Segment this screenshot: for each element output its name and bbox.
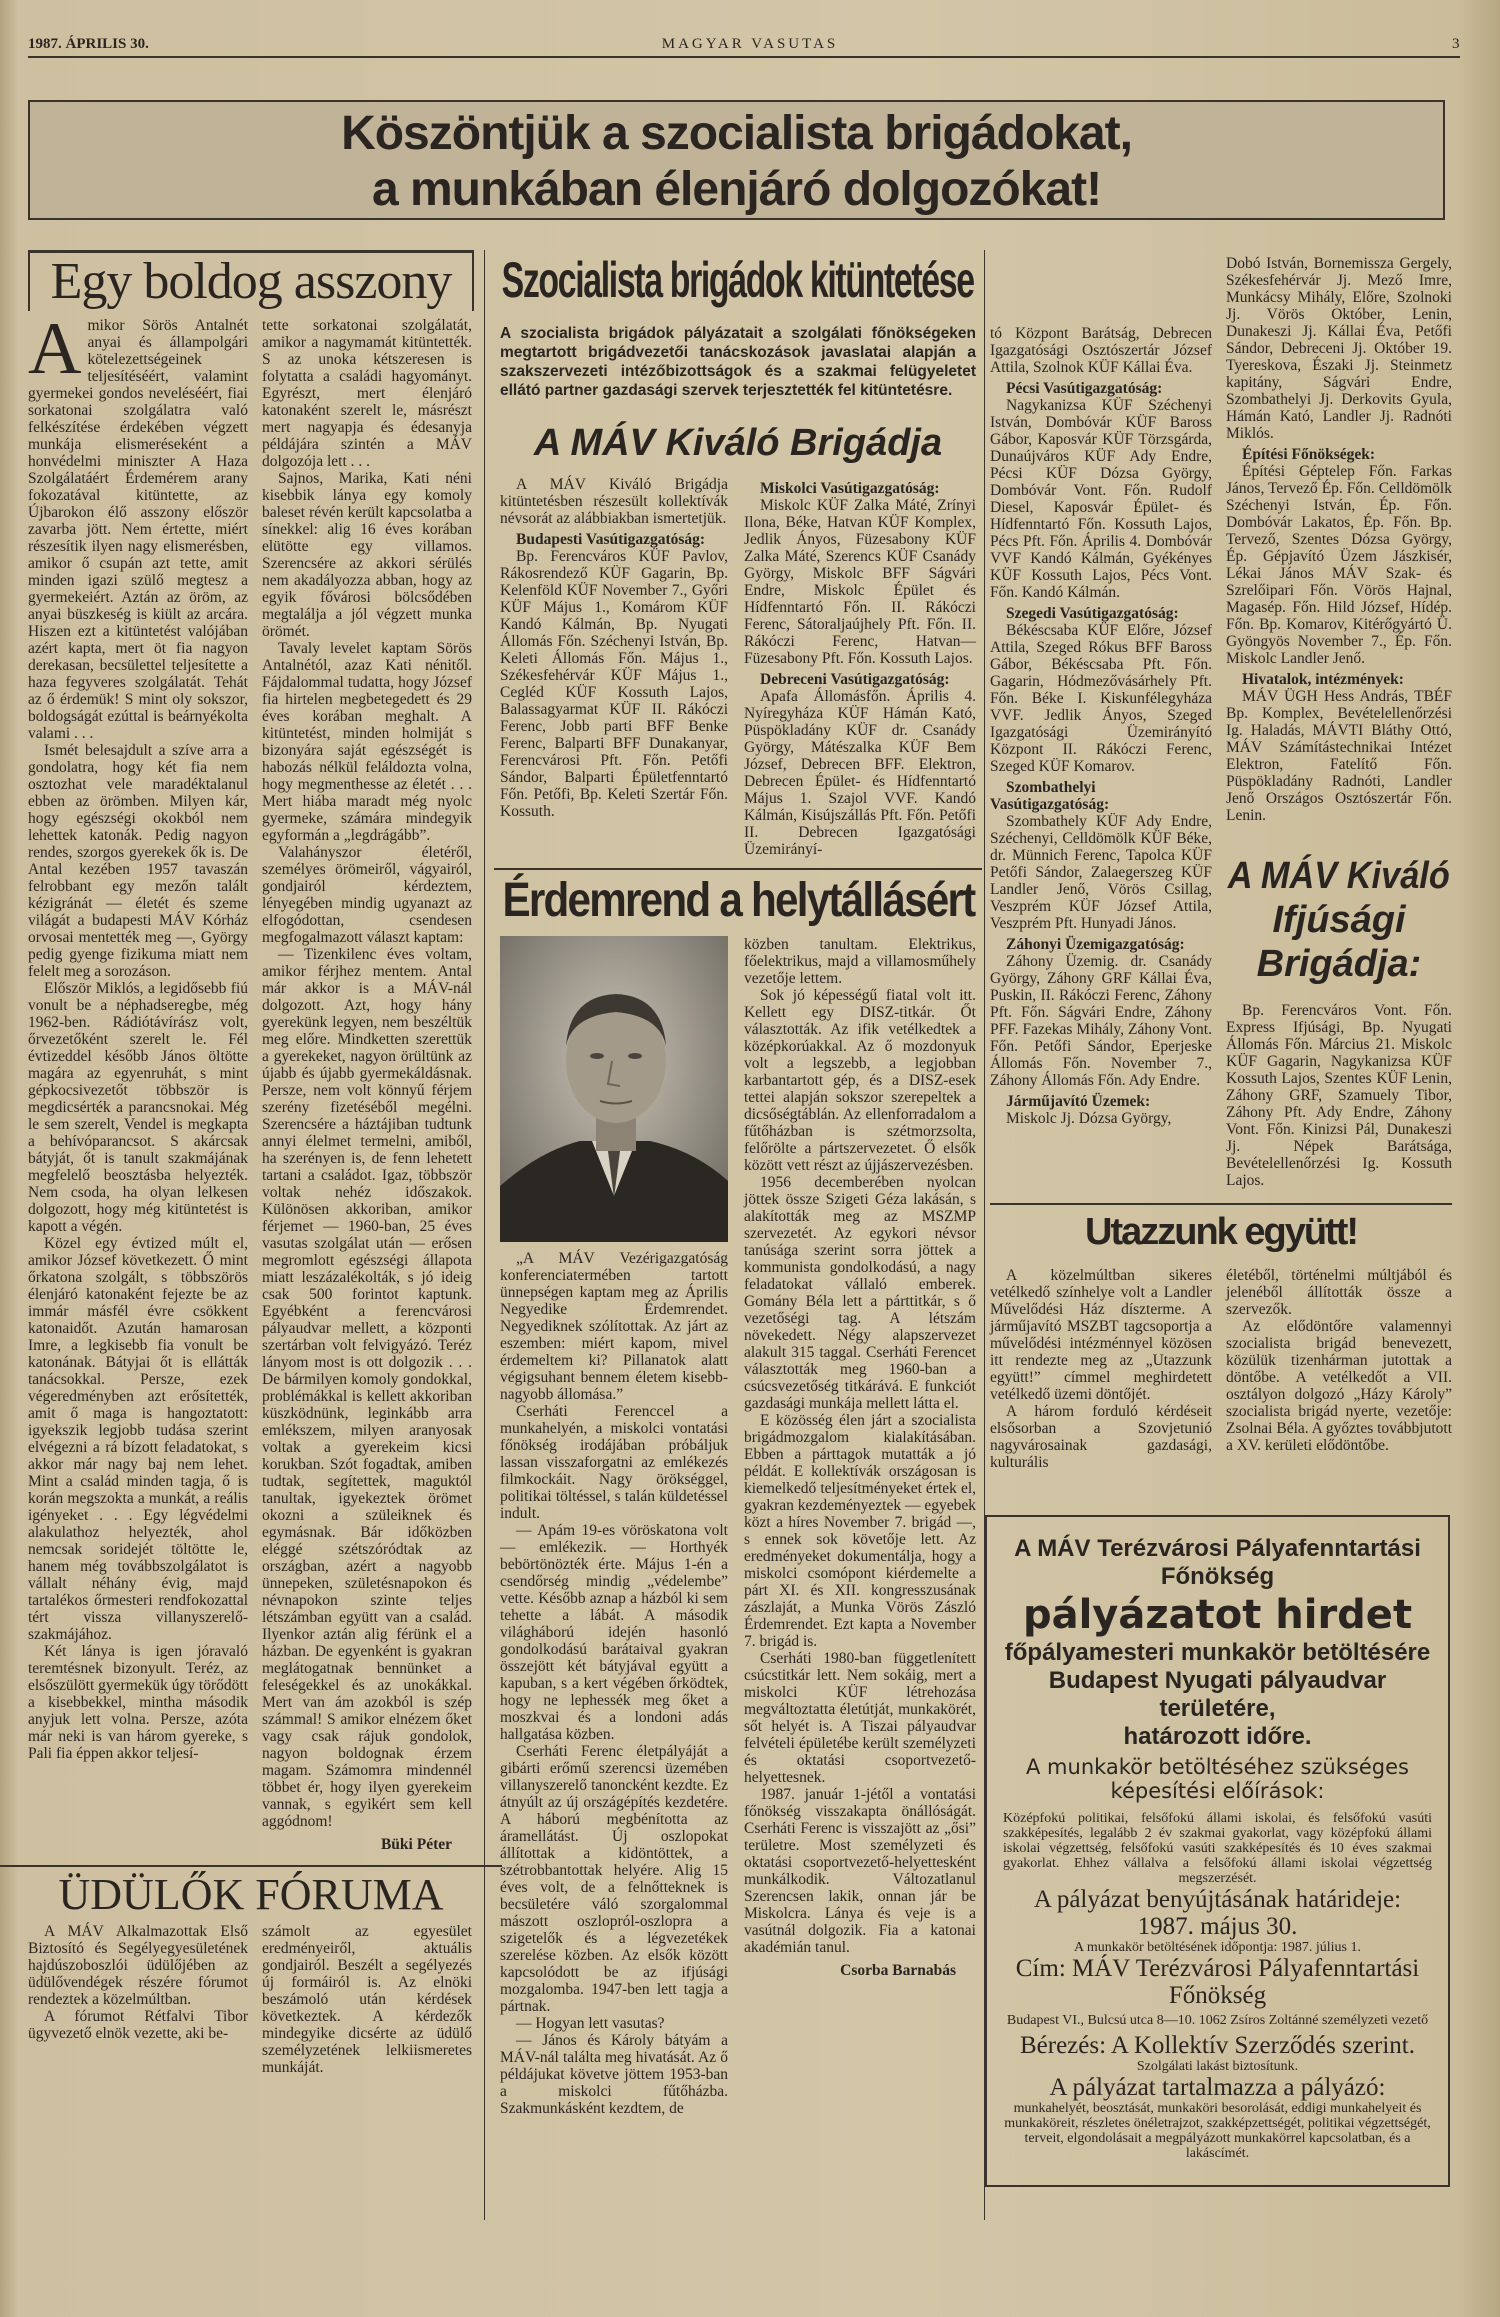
paragraph-list — [744, 480, 976, 858]
page-number: 3 — [1452, 36, 1460, 52]
paragraph: Ismét belesajdult a szíve arra a gondolatra, hogy két fia nem osztozhat vele maradéktalanul ebben az örömben. Milyen kár, hogy egészségi okokból nem lehettek katonák. Pedig nagyon rendes, szorgos gyerekek ők is. De Antal kezében 1957 tavaszán felrobbant egy mezőn talált kézigránát — életét és szeme világát a budapesti MÁV Kórház orvosai mentették meg —, György pedig gyenge fizikuma miatt nem felelt meg a sorozáson. — [28, 742, 248, 980]
paragraph: — Tizenkilenc éves voltam, amikor férjhez mentem. Antal már akkor is a MÁV-nál dolgozott. Azt, hogy hány gyerekünk legyen, nem beszéltük meg előre. Mindketten szerettük a gyerekeket, nagyon örültünk az újabb és újabb gyermekáldásnak. Persze, nem volt könnyű férjem szerény fizetéséből megélni. Szerencsére a háztájiban tudtunk annyi élelmet termelni, amiből, ha szerényen is, de fenn lehetett tartani a családot. Igaz, többször voltak nehéz időszakok. Különösen akkoriban, amikor férjemet — 1960-ban, 25 éves vasutas szolgálat után — erősen megromlott egészségi állapota miatt leszázalékolták, s jó ideig csak 500 forintot kaptunk. Egyébként a ferencvárosi pályaudvar mellett, a központi szertárban volt felvigyázó. Teréz lányom most is ott dolgozik . . . De bármilyen komoly gondokkal, problémákkal is kellett akkoriban küszködnünk, leginkább arra emlékszem, milyen aranyosak voltak a gyerekeim kicsi korukban. Szót fogadtak, amiben tudtak, segítettek, maguktól tanultak, igyekeztek örömet okozni a szüleiknek és egymásnak. Bár időközben eléggé szétszóródtak az országban, azért a nagyobb ünnepeken, születésnapokon és névnapokon szinte teljes létszámban együtt van a család. Ilyenkor aztán alig férünk el a házban. De egyenként is gyakran meglátogatnak bennünket a feleségekkel és az unokákkal. Mert van ám azokból is szép számmal! S amikor elnézem őket vagy csak rájuk gondolok, nagyon boldognak érzem magam. Számomra mindennél többet ér, hogy ilyen gyerekeim vannak, s egyikért sem kell aggódnom! — [262, 946, 472, 1830]
paragraph: Dobó István, Bornemissza Gergely, Székesfehérvár Jj. Mező Imre, Munkácsy Mihály, Előre, Szolnoki Jj. Vörös Október, Lenin, Dunakeszi Jj. Kállai Éva, Petőfi Sándor, Debreceni Jj. Október 19. Tyereskova, Északi Jj. Steinmetz kapitány, Ságvári Endre, Szombathelyi Jj. Derkovits Gyula, Hámán Kató, Landler Jj. Radnóti Miklós. — [1226, 255, 1452, 442]
paragraph: Sajnos, Marika, Kati néni kisebbik lánya egy komoly baleset révén került kapcsolatba a sínekkel: alig 16 éves korában elütötte egy villamos. Szerencsére az akkori sérülés nem akadályozza abban, hogy az egyik fővárosi bölcsődében megtalálja a jól végzett munka örömét. — [262, 470, 472, 640]
ad-start-date: A munkakör betöltésének időpontja: 1987. július 1. — [1074, 1940, 1361, 1955]
paragraph: tó Központ Barátság, Debrecen Igazgatósági Osztószertár József Attila, Szolnok KÜF Kállai Éva. — [990, 325, 1212, 376]
udulok-article — [28, 1923, 474, 2076]
paragraph: Az elődöntőre valamennyi szocialista brigád benevezett, közülük tizenhárman jutottak a döntőbe. A vetélkedőt a VII. osztályon dolgozó „Házy Károly” szocialista brigád nyerte, vezetője: Zsolnai Béla. A győztes továbbjutott a XV. kerületi elődöntőbe. — [1226, 1318, 1453, 1454]
section-heading: Szegedi Vasútigazgatóság: — [1006, 605, 1179, 622]
paragraph: Szombathely KÜF Ady Endre, Széchenyi, Celldömölk KÜF Béke, dr. Münnich Ferenc, Tapolca KÜF Petőfi Sándor, Zalaegerszeg KÜF Landler Jenő, Vörös Csillag, Veszprém KÜF József Attila, Veszprém Pft. Hunyadi János. — [990, 813, 1212, 932]
paragraph: Miskolc KÜF Zalka Máté, Zrínyi Ilona, Béke, Hatvan KÜF Komplex, Jedlik Ányos, Füzesabony KÜF Zalka Máté, Szerencs KÜF Csanády György, Miskolc BFF Ságvári Endre, Miskolc Épület és Hídfenntartó Főn. II. Rákóczi Ferenc, Sátoraljaújhely Pft. Főn. II. Rákóczi Ferenc, Hatvan—Füzesabony Pft. Főn. Kossuth Lajos. — [744, 497, 976, 667]
boldog-article — [28, 308, 474, 1853]
section-heading: Miskolci Vasútigazgatóság: — [760, 480, 940, 497]
ad-address-title: Cím: MÁV Terézvárosi Pályafenntartási Főnökség — [1015, 1955, 1420, 2009]
kituntetes-columns — [500, 476, 976, 858]
lead-text: mikor Sörös Antalnét anyai és állampolgári kötelezettségeinek teljesítéséért, valamint gyermekei gondos neveléséért, fiai sorkatonai szolgálatra való felkészítése érdekében végzett munkája elismeréseként a honvédelmi miniszter A Haza Szolgálatáért Érdemérem arany fokozatával kitüntette, az Újbarokon élő asszony először zavarba jött. Nem értette, miért részesítik ilyen nagy elismerésben, amikor ő csupán azt tette, amit minden igazi szülő megtesz a gyermekeiért. Aztán az öröm, az anyai büszkeség is kiült az arcára. Hiszen ezt a kitüntetést valójában azért kapta, mert öt fia nagyon derekasan, becsülettel teljesítette a haza fegyveres szolgálatát. Tehát az ő érdemük! S mint oly sokszor, boldogságát ezúttal is beárnyékolta valami . . . — [28, 317, 248, 742]
kituntetes-column-a — [500, 476, 728, 820]
left-section — [28, 250, 474, 2076]
paragraph: Először Miklós, a legidősebb fiú vonult be a néphadseregbe, még 1962-ben. Rádiótávírász volt, őrvezetőként szerelt le. Fél évtizeddel később János öltötte magára az egyenruhát, s mint gépkocsivezetőt többször is megdicsérték a parancsnokai. Még le sem szerelt, Vendel is megkapta a behívóparancsot. S akárcsak bátyját, őt is tanult szakmájának megfelelő beosztásba helyezték. Nem csoda, ha olyan lelkesen dolgozott, hogy még kitüntetést is kapott a végén. — [28, 980, 248, 1235]
section-heading: Építési Főnökségek: — [1242, 446, 1376, 463]
paragraph-list — [990, 1267, 1212, 1471]
kituntetes-column-d — [1226, 255, 1452, 1189]
paragraph: Közel egy évtized múlt el, amikor József következett. Ő mint őrkatona szolgált, s többszörös élenjáró katonaként fejezte be az immár másfél évre csökkent katonaidőt. Azután hamarosan Imre, a legkisebb fia vonult be katonának. Bátyjai őt is ellátták tanácsokkal. Persze, ezek végeredményben azt erősítették, amit ő maga is hangoztatott: igyekszik legjobb tudása szerint elvégezni a rá bízott feladatokat, s akkor már nagy baj nem lehet. Mint a család minden tagja, ő is korán megszokta a munkát, a reális igényeket . . . Egy légvédelmi alakulathoz helyezték, ahol nemcsak soridejét töltötte le, hanem még továbbszolgálatot is vállalt néhány évig, majd tartalékos őrmesteri rendfokozattal tért vissza villanyszerelő-szakmájához. — [28, 1235, 248, 1643]
utazzunk-column-1 — [990, 1267, 1212, 1471]
greeting-banner — [28, 100, 1445, 220]
paragraph: A három forduló kérdéseit elsősorban a Szovjetunió nagyvárosainak gazdasági, kulturális — [990, 1403, 1212, 1471]
paragraph: Miskolc Jj. Dózsa György, — [1006, 1110, 1172, 1127]
subtitle-line-box — [1226, 898, 1452, 942]
divider — [494, 868, 982, 870]
paragraph: Apafa Állomásfőn. Április 4. Nyíregyháza KÜF Hámán Kató, Püspökladány KÜF dr. Csanády György, Mátészalka KÜF Bem József, Debrecen BFF. Elektron, Debrecen Épület- és Hídfenntartó Május 1. Szajol VVF. Kandó Kálmán, Kisújszállás Pft. Főn. Petőfi II. Debrecen Igazgatósági Üzemirányí- — [744, 688, 976, 858]
section-heading: Szombathelyi Vasútigazgatóság: — [990, 779, 1110, 813]
paragraph: Záhony Üzemig. dr. Csanády György, Záhony GRF Kállai Éva, Puskin, II. Rákóczi Ferenc, Záhony Pft. Főn. Ságvári Endre, Záhony PFF. Fazekas Mihály, Záhony Vont. Főn. Petőfi Sándor, Eperjeske Állomás Főn. November 7., Záhony Állomás Főn. Ady Endre. — [990, 953, 1212, 1089]
ad-contents: munkahelyét, beosztását, munkaköri besorolását, eddigi munkahelyeit és munkaköreit, részletes önéletrajzot, szakképzettségét, politikai végzettségét, terveit, elgondolásait a megpályázott munkakörrel kapcsolatban, és a lakáscímét. — [1004, 2101, 1431, 2161]
banner-line-2: a munkában élenjáró dolgozókat! — [371, 163, 1102, 216]
job-advertisement — [985, 1515, 1450, 2187]
byline: Büki Péter — [380, 1836, 452, 1853]
ad-requirements: Középfokú politikai, felsőfokú állami iskolai, és felsőfokú vasúti szakképesítés, legalább 2 év szakmai gyakorlat, vagy középfokú állami iskolai végzettség, felsőfokú vasúti szakképesítés és 10 éves szakmai gyakorlat. Ehhez vállalva a felsőfokú állami iskolai végzettség megszerzését. — [1003, 1811, 1432, 1886]
newspaper-title: MAGYAR VASUTAS — [661, 36, 839, 52]
paragraph: Nagykanizsa KÜF Széchenyi István, Dombóvár KÜF Baross Gábor, Kaposvár KÜF Törzsgárda, Dunaújváros KÜF Ady Endre, Pécsi KÜF Dózsa György, Dombóvár Vont. Főn. Rudolf Diesel, Kaposvár Épület- és Hídfenntartó Főn. Kossuth Lajos, Pécs Pft. Főn. Április 4. Dombóvár VVF Kandó Kálmán, Gyékényes KÜF Kossuth Lajos, Pécs Vont. Főn. Kandó Kálmán. — [990, 397, 1212, 601]
middle-section — [500, 250, 976, 2117]
byline: Csorba Barnabás — [840, 1962, 956, 1979]
article-title-udulok: ÜDÜLŐK FÓRUMA — [58, 1870, 444, 1919]
paragraph: életéből, történelmi múltjából és jelenéből állították össze a szervezők. — [1226, 1267, 1452, 1318]
article-title-utazzunk: Utazzunk együtt! — [1085, 1211, 1357, 1253]
ad-deadline-label: A pályázat benyújtásának határideje: — [1033, 1886, 1402, 1913]
paragraph: közben tanultam. Elektrikus, főelektrikus, majd a villamosműhely vezetője lettem. — [744, 936, 976, 987]
paragraph: Építési Géptelep Főn. Farkas János, Tervező Ép. Főn. Celldömölk Széchenyi István, Ép. Főn. Dombóvár Lakatos, Ép. Főn. Bp. Tervező, Szentes Dózsa György, Ép. Gépjavító Üzem Jászkisér, Lékai János MÁV Szak- és Szrelőipari Főn. Vörös Hajnal, Magasép. Főn. Hild József, Hídép. Főn. Bp. Komarov, Kitérőgyártó Ü. Gyöngyös November 7., Ép. Főn. Miskolc Landler Jenő. — [1226, 463, 1452, 667]
ad-term: határozott időre. — [1123, 1723, 1312, 1750]
kituntetes-right-columns — [990, 255, 1452, 1189]
subtitle-line: A MÁV Kiváló — [1227, 855, 1451, 897]
article-title-boldog-box — [28, 250, 474, 311]
paragraph: Két lánya is igen jóravaló teremtésnek bizonyult. Teréz, az elsőszülött gyermekük úgy törődött a kisebbekkel, mintha második anyjuk lett volna. Persze, azóta már neki is van három gyereke, s Pali fia éppen akkor teljesí- — [28, 1643, 248, 1762]
issue-date: 1987. ÁPRILIS 30. — [28, 36, 149, 52]
drop-cap: A — [28, 308, 82, 390]
section-heading: Budapesti Vasútigazgatóság: — [516, 531, 706, 548]
banner-line-1: Köszöntjük a szocialista brigádokat, — [341, 107, 1132, 160]
right-section — [990, 255, 1452, 2187]
ad-deadline: 1987. május 30. — [1137, 1913, 1298, 1940]
paragraph: A MÁV Kiváló Brigádja kitüntetésben részesült kollektívák névsorát az alábbiakban ismertetjük. — [500, 476, 728, 527]
paragraph: „A MÁV Vezérigazgatóság konferenciatermében tartott ünnepségen kaptam meg az Április Negyedike Érdemrendet. Negyediknek szólítottak. Az járt az eszemben: miért kapom, mivel érdemeltem ki? Pillanatok alatt végigsuhant bennem életem kisebb-nagyobb állomása.” — [500, 1250, 728, 1403]
udulok-column-2 — [262, 1923, 472, 2076]
paragraph: Tavaly levelet kaptam Sörös Antalnétól, azaz Kati nénitől. Fájdalommal tudatta, hogy József fia hirtelen megbetegedett és 29 éves korában meghalt. A kitüntetést, minden holmiját s bizonyára saját egészségét is habozás nélkül feláldozta volna, hogy megmenthesse az életét . . . Mert hiába maradt még nyolc gyermeke, számára mindegyik egyformán a „legdrágább”. — [262, 640, 472, 844]
paragraph: Bp. Ferencváros KÜF Pavlov, Rákosrendező KÜF Gagarin, Bp. Kelenföld KÜF November 7., Győri KÜF Május 1., Komárom KÜF Kandó Kálmán, Bp. Nyugati Állomás Főn. Széchenyi István, Bp. Keleti Állomás Főn. Május 1., Székesfehérvár KÜF Május 1., Cegléd KÜF Kossuth Lajos, Balassagyarmat KÜF II. Rákóczi Ferenc, Jobb parti BFF Benke Ferenc, Balparti BFF Dunakanyar, Ferencvárosi Pft. Főn. Petőfi Sándor, Balparti Épületfenntartó Főn. Petőfi, Bp. Keleti Szertár Főn. Kossuth. — [500, 548, 728, 820]
divider — [0, 1865, 502, 1867]
section-heading: Járműjavító Üzemek: — [1006, 1093, 1151, 1110]
subtitle-line: Brigádja: — [1256, 943, 1422, 985]
erdemrend-article — [500, 936, 976, 2117]
article-title-erdemrend-box — [500, 872, 976, 930]
subtitle-kivalo-brigad-box — [500, 420, 976, 466]
section-heading: Záhonyi Üzemigazgatóság: — [1006, 936, 1185, 953]
paragraph-list — [262, 1923, 472, 2076]
paragraph: Cserháti Ferenccel a munkahelyén, a miskolci vontatási főnökség irodájában próbáljuk lassan visszaforgatni az emlékezés filmkockáit. Nagy örökséggel, politikai töltéssel, s talán küldetéssel indult. — [500, 1403, 728, 1522]
paragraph: tette sorkatonai szolgálatát, amikor a nagymamát kitüntették. S az unoka kétszeresen is folytatta a családi hagyományt. Egyrészt, mert élenjáró katonaként szerelt le, másrészt mert nagyapja és édesanyja példájára szintén a MÁV dolgozója lett . . . — [262, 317, 472, 470]
paragraph-list — [28, 1923, 248, 2042]
paragraph: — János és Károly bátyám a MÁV-nál találta meg hivatását. Az ő példájukat követve jöttem 1953-ban a miskolci fűtőházba. Szakmunkásként kezdtem, de — [500, 2032, 728, 2117]
paragraph: Valahányszor életéről, személyes örömeiről, vágyairól, gondjairól kérdeztem, lényegében mindig ugyanazt az elfogódottan, csendesen megfogalmazott választ kaptam: — [262, 844, 472, 946]
article-title-boldog: Egy boldog asszony — [50, 253, 452, 310]
paragraph: A közelmúltban sikeres vetélkedő színhelye volt a Landler Művelődési Ház díszterme. A járműjavító MSZBT tagcsoportja a művelődési intézménnyel közösen itt rendezte meg az „Utazzunk együtt!” címmel meghirdetett vetélkedő üzemi döntőjét. — [990, 1267, 1212, 1403]
ad-position: főpályamesteri munkakör betöltésére Budapest Nyugati pályaudvar területére, — [1004, 1639, 1431, 1722]
section-heading: Pécsi Vasútigazgatóság: — [1006, 380, 1163, 397]
ad-requirements-title: A munkakör betöltéséhez szükséges képesítési előírások: — [1026, 1755, 1409, 1803]
paragraph: A MÁV Alkalmazottak Első Biztosító és Segélyegyesületének hajdúszoboszlói üdülőjében az üdülővendégek részére fórumot rendeztek a közelmúltban. — [28, 1923, 248, 2008]
column-rule — [484, 250, 485, 2220]
article-title-utazzunk-box — [990, 1209, 1452, 1255]
portrait-photo — [500, 936, 728, 1242]
paragraph: 1956 decemberében nyolcan jöttek össze Szigeti Géza lakásán, s alakították meg az MSZMP szervezetét. Az egykori névsor tanúsága szerint sorra jöttek a kommunista gondolkodású, a nagy feladatokat vállaló emberek. Gomány Béla lett a párttitkár, s ő vezetőségi tag. A létszám növekedett. Négy alapszervezet alakult 315 taggal. Cserháti Ferencet választották meg 1960-ban a csúcsvezetőség titkárává. E funkciót gazdasági munkája mellett látta el. — [744, 1174, 976, 1412]
utazzunk-column-2 — [1226, 1267, 1452, 1454]
boldog-column-2 — [262, 317, 472, 1853]
article-title-erdemrend: Érdemrend a helytállásért — [502, 874, 974, 927]
paragraph: E közösség élen járt a szocialista brigádmozgalom kialakításában. Ebben a párttagok mutatták a jó példát. E kollektívák országosan is kiemelkedő teljesítményeket értek el, gyakran kezdeményeztek — egyebek közt a híres November 7. brigád —, s ennek sok követője lett. Az eredményeket dokumentálja, hogy a miskolci csomópont kiérdemelte a párt XI. és XII. kongresszusának zászlaját, a Munka Vörös Zászló Érdemrendet. Ezt kapta a November 7. brigád is. — [744, 1412, 976, 1650]
paragraph-list — [500, 476, 728, 820]
paragraph: számolt az egyesület eredményeiről, aktuális gondjairól. Beszélt a segélyezés új formáiról is. Az elnöki beszámoló után kérdések következtek. A kérdezők mindegyike dicsérte az üdülő személyzetének lelkiismeretes munkáját. — [262, 1923, 472, 2076]
utazzunk-article — [990, 1267, 1452, 1471]
paragraph: Sok jó képességű fiatal volt itt. Kellett egy DISZ-titkár. Őt választották. Az ifik vetélkedtek a középkorúakkal. Az ő mozdonyuk volt a legszebb, a legjobban karbantartott gép, és a DISZ-esek tettei alapján sokszor szerepeltek a dicsőségtáblán. Az ellenforradalom a fűtőházban is szétmorzsolta, felőrölte a pártszervezetet. Ő elsők között vett részt az újjászervezésben. — [744, 987, 976, 1174]
ad-housing: Szolgálati lakást biztosítunk. — [1136, 2059, 1299, 2074]
kituntetes-intro: A szocialista brigádok pályázatait a szolgálati főnökségeken megtartott brigádvezetői tanácskozások javaslatai alapján a szakszervezeti intézőbizottságok és a szakmai felügyeletet ellátó partner gazdasági szervek terjesztették fel kitüntetésre. — [500, 325, 976, 399]
ad-address: Budapest VI., Bulcsú utca 8—10. 1062 Zsíros Zoltánné személyzeti vezető — [1006, 2013, 1429, 2028]
paragraph: Békéscsaba KÜF Előre, József Attila, Szeged Rókus BFF Baross Gábor, Békéscsaba Pft. Főn. Gagarin, Hódmezővásárhely Pft. Főn. Béke I. Kiskunfélegyháza VVF. Jedlik Ányos, Szeged Igazgatósági Üzemirányító Központ II. Rákóczi Ferenc, Szeged KÜF Komarov. — [990, 622, 1212, 775]
subtitle-line: Ifjúsági — [1272, 899, 1406, 941]
subtitle-line-box — [1226, 942, 1452, 986]
paragraph: Bp. Ferencváros Vont. Főn. Express Ifjúsági, Bp. Nyugati Állomás Főn. Március 21. Miskolc KÜF Gagarin, Nagykanizsa KÜF Kossuth Lajos, Szentes KÜF Lenin, Záhony GRF, Szamuely Tibor, Záhony Pft. Ady Endre, Záhony Vont. Főn. Kinizsi Pál, Dunakeszi Jj. Népek Barátsága, Bevételellenőrzési Ig. Kossuth Lajos. — [1226, 1002, 1452, 1189]
paragraph: — Hogyan lett vasutas? — [516, 2015, 665, 2032]
paragraph: A fórumot Rétfalvi Tibor ügyvezető elnök vezette, aki be- — [28, 2008, 248, 2042]
paragraph: Cserháti 1980-ban függetlenített csúcstitkár lett. Nem sokáig, mert a miskolci KÜF létrehozása megváltoztatta életútját, munkakörét, sőt helyét is. A Tiszai pályaudvar felvételi épületébe került személyzeti és oktatási csoportvezető-helyettesnek. — [744, 1650, 976, 1786]
ad-organization: A MÁV Terézvárosi Pályafenntartási Főnökség — [1014, 1535, 1421, 1590]
subtitle-kivalo-brigad: A MÁV Kiváló Brigádja — [533, 422, 943, 464]
erdemrend-column-b — [744, 936, 976, 1979]
paragraph: 1987. január 1-jétől a vontatási főnökség visszakapta önállóságát. Cserháti Ferenc is visszajött az „ősi” területre. Most személyzeti és oktatási csoportvezető-helyettesként munkálkodik. Változatlanul Szerencsen lakik, onnan jár be Miskolcra. Lánya és veje is a vasútnál dolgozik. Fia a katonai akadémián tanul. — [744, 1786, 976, 1956]
paragraph-list — [990, 325, 1212, 1127]
paragraph — [28, 308, 248, 742]
masthead-rule — [28, 56, 1460, 58]
paragraph: — Apám 19-es vöröskatona volt — emlékezik. — Horthyék bebörtönözték érte. Május 1-én a csendőrség mindig „védelembe” vette. Később aznap a házból ki sem tehette a lábát. A második világháború idején hasonló gondolkodású barátaival gyakran összejött két bátyjával együtt a kapuban, s a kert végében őrködtek, hogy ne lephessék meg őket a moszkvai és a londoni adás hallgatása közben. — [500, 1522, 728, 1743]
ad-headline: pályázatot hirdet — [1022, 1592, 1413, 1638]
boldog-column-1 — [28, 308, 248, 1762]
udulok-column-1 — [28, 1923, 248, 2042]
article-title-kituntetes-box — [500, 250, 976, 310]
kituntetes-column-b — [744, 476, 976, 858]
article-title-udulok-box — [28, 1871, 474, 1919]
paragraph-list — [1226, 1267, 1452, 1454]
paragraph: Cserháti Ferenc életpályáját a gibárti erőmű szerencsi üzemében villanyszerelő tanoncként kezdte. Ez átnyúlt az új országépítés kezdetére. A háború megbénította az áramellátást. Új oszlopokat állítottak a kidöntöttek, a szétrobbantottak helyére. Alig 15 éves volt, de a felnőtteknek is becsületére váló szorgalommal mászott oszlopról-oszlopra a szigetelők és a légvezetékek szerelése közben. Az elsők között kapcsolódott be az ifjúsági mozgalomba. 1947-ben lett tagja a pártnak. — [500, 1743, 728, 2015]
paragraph-list — [500, 1250, 728, 2117]
erdemrend-column-a — [500, 936, 728, 2117]
kituntetes-column-c — [990, 255, 1212, 1127]
section-heading: Debreceni Vasútigazgatóság: — [760, 671, 950, 688]
paragraph-list — [1226, 255, 1452, 824]
subtitle-ifjusagi-brigad — [1226, 854, 1452, 986]
section-heading: Hivatalok, intézmények: — [1242, 671, 1404, 688]
ad-pay: Bérezés: A Kollektív Szerződés szerint. — [1019, 2032, 1416, 2059]
article-title-kituntetes: Szocialista brigádok kitüntetése — [501, 252, 975, 308]
paragraph: MÁV ÜGH Hess András, TBÉF Bp. Komplex, Bevételellenőrzési Ig. Haladás, MÁVTI Bláthy Ottó, MÁV Számítástechnikai Intézet Elektron, Fatelítő Főn. Püspökladány Radnóti, Landler Jenő Országos Osztószertár Főn. Lenin. — [1226, 688, 1452, 824]
paragraph-list — [262, 317, 472, 1830]
divider — [990, 1203, 1452, 1205]
paragraph-list — [744, 936, 976, 1956]
ad-contents-title: A pályázat tartalmazza a pályázó: — [1049, 2074, 1386, 2101]
paragraph-list — [28, 742, 248, 1762]
subtitle-line-box — [1226, 854, 1452, 898]
